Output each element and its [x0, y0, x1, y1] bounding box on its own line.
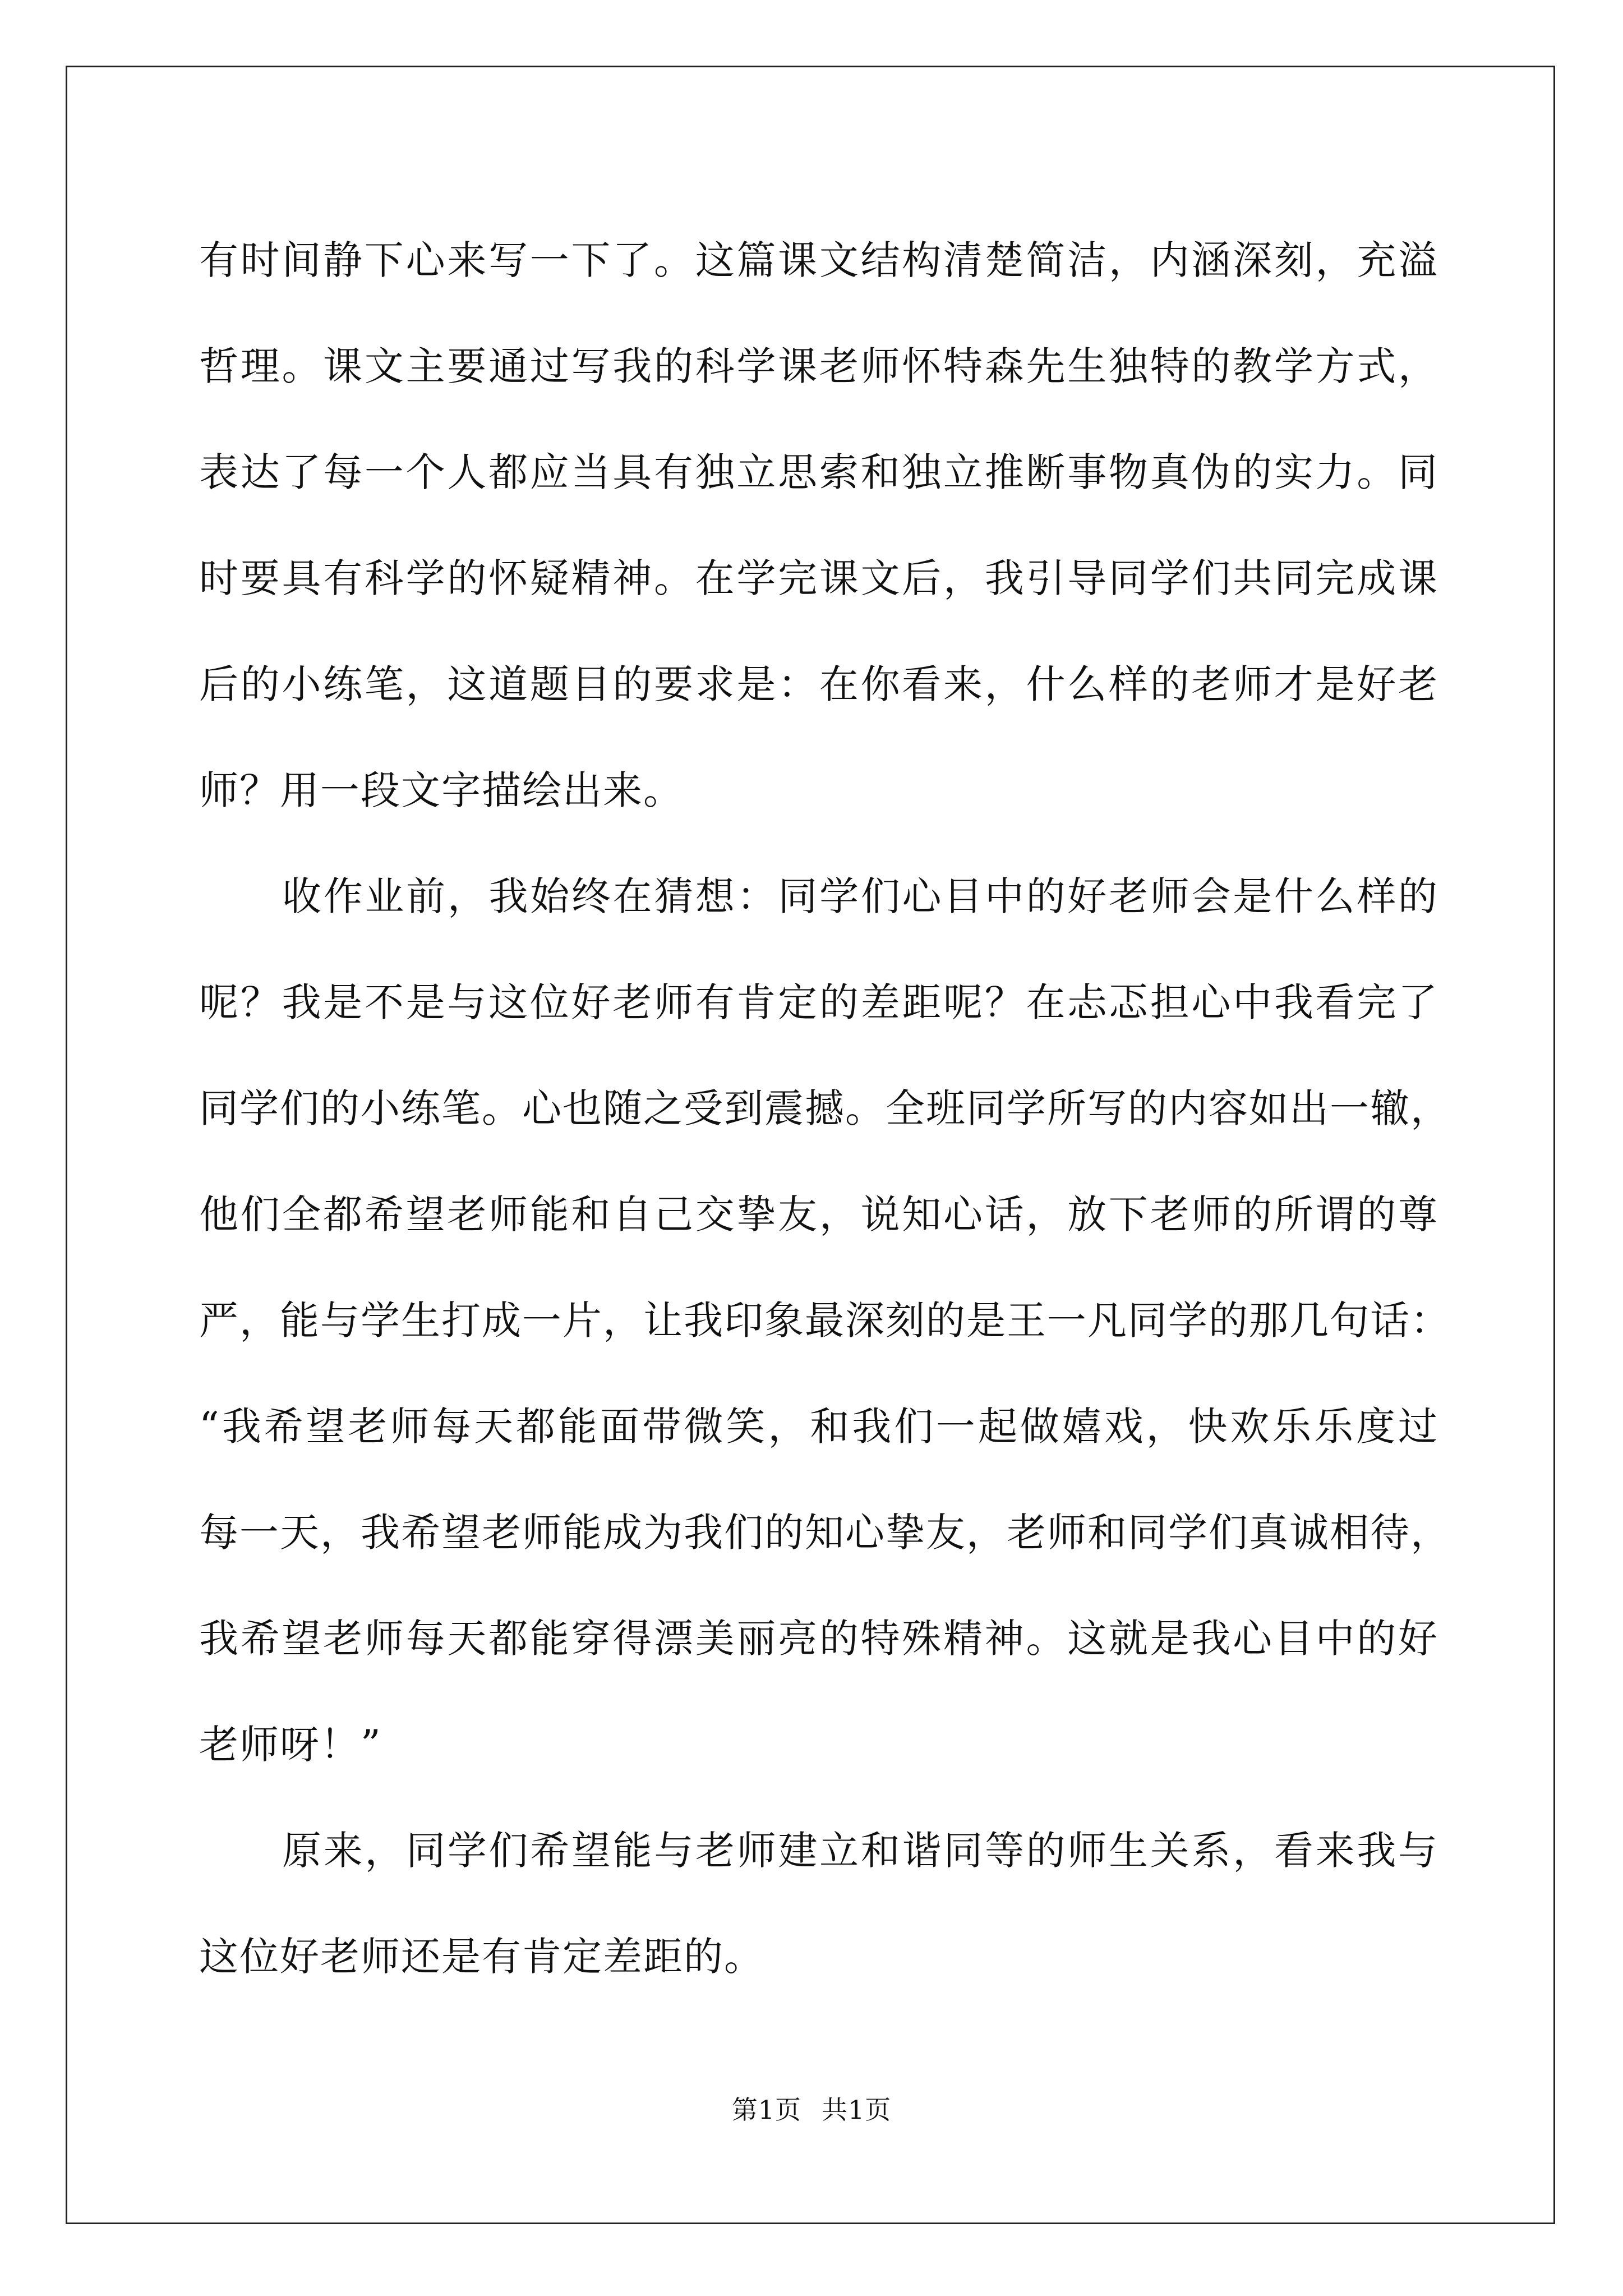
page-total: 共1页	[822, 2095, 892, 2125]
text-line: 有时间静下心来写一下了。这篇课文结构清楚简洁，内涵深刻，充溢	[199, 237, 1438, 283]
text-line: 时要具有科学的怀疑精神。在学完课文后，我引导同学们共同完成课	[199, 555, 1438, 601]
text-line: 师？用一段文字描绘出来。	[199, 767, 684, 813]
text-line: 我希望老师每天都能穿得漂美丽亮的特殊精神。这就是我心目中的好	[199, 1616, 1438, 1662]
text-line: 这位好老师还是有肯定差距的。	[199, 1934, 764, 1980]
text-line: 后的小练笔，这道题目的要求是：在你看来，什么样的老师才是好老	[199, 661, 1438, 707]
text-line: 哲理。课文主要通过写我的科学课老师怀特森先生独特的教学方式，	[199, 343, 1438, 389]
text-line: “我希望老师每天都能面带微笑，和我们一起做嬉戏，快欢乐乐度过	[199, 1404, 1438, 1450]
page-number: 第1页	[731, 2095, 801, 2125]
text-line: 呢？我是不是与这位好老师有肯定的差距呢？在忐忑担心中我看完了	[199, 979, 1438, 1025]
page-footer	[0, 2090, 1623, 2127]
text-line: 同学们的小练笔。心也随之受到震撼。全班同学所写的内容如出一辙，	[199, 1085, 1451, 1131]
paragraph-3	[199, 1798, 1438, 2010]
text-line: 老师呀！”	[199, 1722, 382, 1768]
text-line: 收作业前，我始终在猜想：同学们心目中的好老师会是什么样的	[282, 873, 1438, 919]
text-line: 原来，同学们希望能与老师建立和谐同等的师生关系，看来我与	[282, 1828, 1438, 1874]
text-line: 他们全都希望老师能和自己交挚友，说知心话，放下老师的所谓的尊	[199, 1191, 1438, 1237]
document-body	[199, 208, 1451, 2010]
text-line: 严，能与学生打成一片，让我印象最深刻的是王一凡同学的那几句话：	[199, 1297, 1451, 1343]
text-line: 表达了每一个人都应当具有独立思索和独立推断事物真伪的实力。同	[199, 449, 1438, 495]
text-line: 每一天，我希望老师能成为我们的知心挚友，老师和同学们真诚相待，	[199, 1510, 1451, 1556]
paragraph-2	[199, 844, 1451, 1798]
paragraph-1	[199, 208, 1438, 844]
